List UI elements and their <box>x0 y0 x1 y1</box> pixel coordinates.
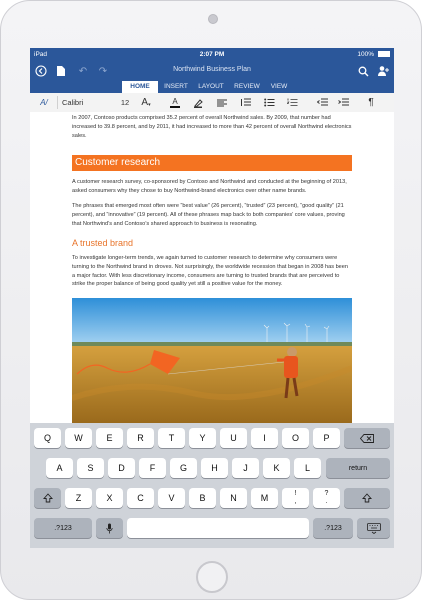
backspace-icon <box>360 434 374 443</box>
onscreen-keyboard <box>30 423 394 548</box>
device-label: iPad <box>34 51 48 58</box>
paragraph-marks-icon[interactable]: ¶ <box>368 97 374 108</box>
key-period[interactable]: ? . <box>313 488 340 508</box>
heading-customer-research <box>72 155 352 171</box>
key-j[interactable]: J <box>232 458 259 478</box>
key-w[interactable]: W <box>65 428 92 448</box>
front-camera <box>208 14 218 24</box>
highlight-icon[interactable] <box>190 96 206 109</box>
font-size-arrow-glyph: ▾ <box>148 101 151 108</box>
font-color-swatch <box>170 106 180 108</box>
styles-icon[interactable]: A/ <box>40 98 48 107</box>
key-m[interactable]: M <box>251 488 278 508</box>
align-icon[interactable] <box>215 96 229 109</box>
battery-percent: 100% <box>357 51 374 58</box>
key-o[interactable]: O <box>282 428 309 448</box>
undo-icon[interactable]: ↶ <box>78 65 88 77</box>
font-color-icon[interactable] <box>168 96 182 109</box>
paragraph-survey: A customer research survey, co-sponsored by Contoso and Northwind and conducted at the beginning of 2013, asked consumers why they chose to buy Northwind-brand electronics over other name brands. <box>72 179 347 194</box>
key-t[interactable]: T <box>158 428 185 448</box>
shift-right-key[interactable] <box>344 488 390 508</box>
font-size-picker[interactable]: 12 <box>120 98 130 107</box>
document-canvas[interactable] <box>30 112 394 423</box>
clock: 2:07 PM <box>199 51 225 58</box>
tab-view[interactable]: VIEW <box>270 83 288 90</box>
key-n[interactable]: N <box>220 488 247 508</box>
font-name-picker[interactable]: Calibri <box>62 98 84 107</box>
heading-trusted-brand: A trusted brand <box>72 238 134 248</box>
bullets-icon[interactable] <box>262 96 276 109</box>
heading-text: Customer research <box>75 157 161 168</box>
tab-layout[interactable]: LAYOUT <box>198 83 224 90</box>
key-p[interactable]: P <box>313 428 340 448</box>
paragraph-phrases: The phrases that emerged most often were “best value” (26 percent), “trusted” (23 percent), “good quality” (21 percent), and “innovative” (19 percent). All of these phrases map back to both companies’ core values, proving that Northwind’s and Contoso’s shared approach to business is resonating. <box>72 203 345 227</box>
tab-review[interactable]: REVIEW <box>234 83 260 90</box>
key-q[interactable]: Q <box>34 428 61 448</box>
return-key[interactable]: return <box>326 458 390 478</box>
paragraph-trends: To investigate longer-term trends, we again turned to customer research to determine why consumers were turning to the Northwind brand in droves. Not surprisingly, the worldwide recession that began in 2008 has been a major factor. With less discretionary income, consumers are turning to trusted brands that are perceived to strike the proper balance of being good quality yet still a positive value for the money. <box>72 255 349 288</box>
hide-keyboard-key[interactable] <box>357 518 390 538</box>
key-y[interactable]: Y <box>189 428 216 448</box>
key-b[interactable]: B <box>189 488 216 508</box>
font-size-grow-icon[interactable] <box>138 96 154 109</box>
formatting-toolbar <box>30 93 394 113</box>
dictation-key[interactable] <box>96 518 123 538</box>
key-a[interactable]: A <box>46 458 73 478</box>
screen <box>30 48 394 548</box>
key-f[interactable]: F <box>139 458 166 478</box>
title-bar <box>30 61 394 81</box>
keyboard-dismiss-icon <box>367 523 381 534</box>
document-photo-kite-field[interactable] <box>72 298 352 423</box>
key-s[interactable]: S <box>77 458 104 478</box>
shift-left-key[interactable] <box>34 488 61 508</box>
key-g[interactable]: G <box>170 458 197 478</box>
key-u[interactable]: U <box>220 428 247 448</box>
key-k[interactable]: K <box>263 458 290 478</box>
key-d[interactable]: D <box>108 458 135 478</box>
numbers-key-left[interactable]: .?123 <box>34 518 92 538</box>
share-person-icon[interactable] <box>376 64 390 78</box>
key-e[interactable]: E <box>96 428 123 448</box>
search-icon[interactable] <box>356 64 370 78</box>
key-z[interactable]: Z <box>65 488 92 508</box>
shift-icon <box>43 493 53 503</box>
redo-icon[interactable]: ↷ <box>98 65 108 77</box>
font-size-glyph: A <box>141 97 149 108</box>
font-color-glyph: A <box>172 97 178 106</box>
key-i[interactable]: I <box>251 428 278 448</box>
key-r[interactable]: R <box>127 428 154 448</box>
key-x[interactable]: X <box>96 488 123 508</box>
key-l[interactable]: L <box>294 458 321 478</box>
line-spacing-icon[interactable] <box>238 96 252 109</box>
microphone-icon <box>106 523 113 534</box>
delete-key[interactable] <box>344 428 390 448</box>
status-bar <box>30 48 394 61</box>
shift-icon <box>362 493 372 503</box>
space-bar[interactable] <box>127 518 309 538</box>
battery-icon <box>378 51 390 57</box>
ribbon-tabs <box>30 81 394 93</box>
key-h[interactable]: H <box>201 458 228 478</box>
numbers-key-right[interactable]: .?123 <box>313 518 353 538</box>
key-comma[interactable]: ! , <box>282 488 309 508</box>
home-button[interactable] <box>196 561 228 593</box>
numbering-icon[interactable] <box>285 96 299 109</box>
tab-insert[interactable]: INSERT <box>164 83 188 90</box>
document-title: Northwind Business Plan <box>173 66 251 73</box>
key-c[interactable]: C <box>127 488 154 508</box>
key-v[interactable]: V <box>158 488 185 508</box>
decrease-indent-icon[interactable] <box>315 96 329 109</box>
intro-paragraph: In 2007, Contoso products comprised 35.2 percent of overall Northwind sales. By 2009, that number had increased to 39.8 percent, and by 2011, it had increased to more than 42 percent of overall Northwind electronics sales. <box>72 115 352 139</box>
increase-indent-icon[interactable] <box>336 96 350 109</box>
tab-home[interactable]: HOME <box>122 81 158 93</box>
